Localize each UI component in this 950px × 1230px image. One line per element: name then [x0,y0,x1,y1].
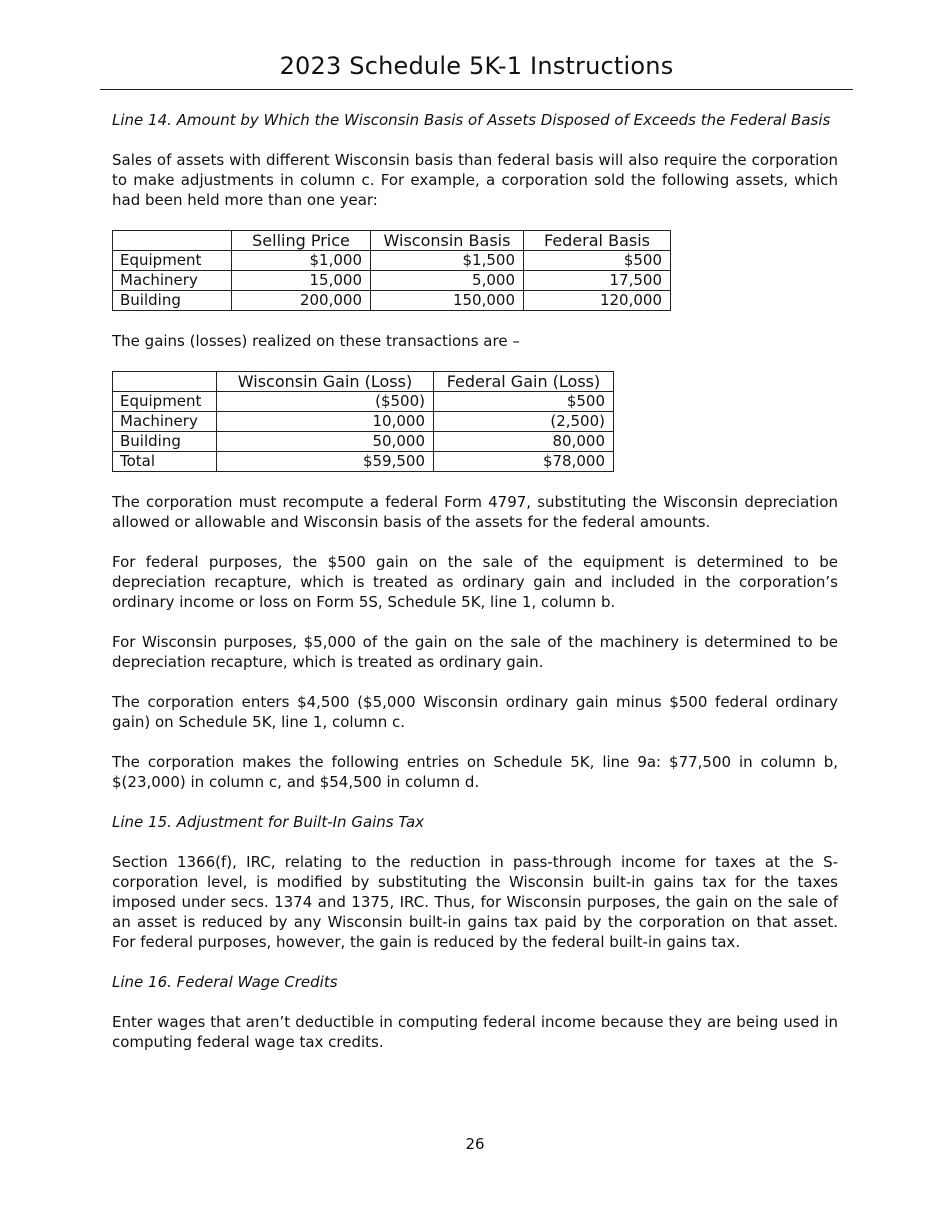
paragraph: For federal purposes, the $500 gain on the sale of the equipment is determined to be depreciation recapture, which is treated as ordinary gain and included in the corporation’s ordinary income or loss on Form 5S, Schedule 5K, line 1, column b. [112,553,838,611]
table-row [113,412,614,432]
table-header-cell: Wisconsin Gain (Loss) [217,372,434,392]
table-row [113,432,614,452]
table-header-cell: Federal Basis [524,231,671,251]
table-cell: 5,000 [371,271,524,291]
line15-heading: Line 15. Adjustment for Built-In Gains Tax [112,813,425,831]
line14-intro: Sales of assets with different Wisconsin basis than federal basis will also require the corporation to make adjustments in column c. For example, a corporation sold the following assets, which had been held more than one year: [112,151,838,209]
table-cell: Equipment [113,251,232,271]
table-cell: 150,000 [371,291,524,311]
table-row [113,251,671,271]
table-cell: ($500) [217,392,434,412]
table-cell: $1,500 [371,251,524,271]
table-cell: 80,000 [434,432,614,452]
table-cell: (2,500) [434,412,614,432]
page-content [112,110,838,1052]
table-header-row [113,231,671,251]
table-cell: Machinery [113,271,232,291]
table-cell: 120,000 [524,291,671,311]
paragraph: The corporation must recompute a federal Form 4797, substituting the Wisconsin depreciation allowed or allowable and Wisconsin basis of the assets for the federal amounts. [112,493,838,531]
table-header-cell: Selling Price [232,231,371,251]
page-title: 2023 Schedule 5K-1 Instructions [100,52,853,90]
line15-body: Section 1366(f), IRC, relating to the reduction in pass-through income for taxes at the S-corporation level, is modified by substituting the Wisconsin built-in gains tax for the taxes imposed under secs. 1374 and 1375, IRC. Thus, for Wisconsin purposes, the gain on the sale of an asset is reduced by any Wisconsin built-in gains tax paid by the corporation on that asset. For federal purposes, however, the gain is reduced by the federal built-in gains tax. [112,853,838,951]
gains-intro: The gains (losses) realized on these transactions are – [112,332,520,350]
gains-losses-table [112,371,614,472]
paragraph: The corporation enters $4,500 ($5,000 Wisconsin ordinary gain minus $500 federal ordinary gain) on Schedule 5K, line 1, column c. [112,693,838,731]
table-cell: $59,500 [217,452,434,472]
line16-body: Enter wages that aren’t deductible in computing federal income because they are being used in computing federal wage tax credits. [112,1013,838,1051]
paragraph: The corporation makes the following entries on Schedule 5K, line 9a: $77,500 in column b, $(23,000) in column c, and $54,500 in column d. [112,753,838,791]
table-header-cell [113,231,232,251]
table-cell: Machinery [113,412,217,432]
table-header-cell: Federal Gain (Loss) [434,372,614,392]
line14-heading: Line 14. Amount by Which the Wisconsin Basis of Assets Disposed of Exceeds the Federal Basis [112,111,831,129]
table-cell: Building [113,432,217,452]
table-header-row [113,372,614,392]
table-cell: $1,000 [232,251,371,271]
table-row [113,392,614,412]
page-number: 26 [465,1135,485,1153]
table-cell: 200,000 [232,291,371,311]
line16-heading: Line 16. Federal Wage Credits [112,973,338,991]
table-cell: 50,000 [217,432,434,452]
table-header-cell [113,372,217,392]
table-cell: Building [113,291,232,311]
table-header-cell: Wisconsin Basis [371,231,524,251]
table-cell: $500 [434,392,614,412]
paragraph: For Wisconsin purposes, $5,000 of the gain on the sale of the machinery is determined to be depreciation recapture, which is treated as ordinary gain. [112,633,838,671]
table-cell: 15,000 [232,271,371,291]
table-cell: $500 [524,251,671,271]
table-cell: 17,500 [524,271,671,291]
table-total-row [113,452,614,472]
table-cell: Total [113,452,217,472]
table-cell: $78,000 [434,452,614,472]
assets-sold-table [112,230,671,311]
table-cell: 10,000 [217,412,434,432]
table-cell: Equipment [113,392,217,412]
table-row [113,291,671,311]
table-row [113,271,671,291]
